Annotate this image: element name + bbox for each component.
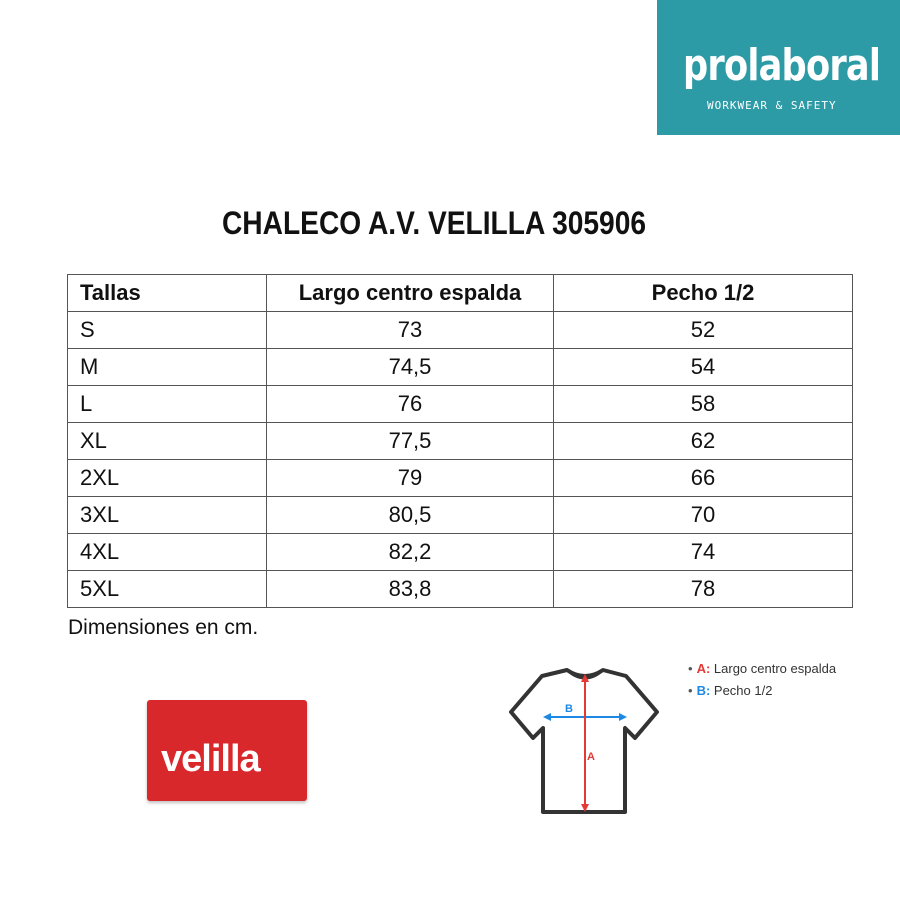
marker-b: B xyxy=(565,703,573,715)
largo-cell: 80,5 xyxy=(267,497,554,534)
bullet-icon: • xyxy=(688,683,693,698)
largo-cell: 74,5 xyxy=(267,349,554,386)
prolaboral-logo xyxy=(657,0,900,135)
bullet-icon: • xyxy=(688,661,693,676)
velilla-logo xyxy=(147,700,307,801)
dimensions-note: Dimensiones en cm. xyxy=(68,616,259,639)
legend-key-b: B: xyxy=(696,683,711,698)
size-cell: 4XL xyxy=(68,534,267,571)
pecho-cell: 74 xyxy=(554,534,853,571)
legend-key-a: A: xyxy=(696,661,711,676)
table-row xyxy=(68,460,853,497)
largo-cell: 73 xyxy=(267,312,554,349)
largo-cell: 76 xyxy=(267,386,554,423)
size-cell: 3XL xyxy=(68,497,267,534)
diagram-legend xyxy=(688,658,836,702)
largo-cell: 83,8 xyxy=(267,571,554,608)
prolaboral-logo-name: prolaboral xyxy=(683,40,881,91)
largo-cell: 82,2 xyxy=(267,534,554,571)
pecho-cell: 54 xyxy=(554,349,853,386)
page-title: CHALECO A.V. VELILLA 305906 xyxy=(221,205,647,241)
size-cell: 5XL xyxy=(68,571,267,608)
table-header-row xyxy=(68,275,853,312)
pecho-cell: 78 xyxy=(554,571,853,608)
column-header-pecho: Pecho 1/2 xyxy=(554,275,853,312)
legend-label-b: Pecho 1/2 xyxy=(713,683,773,698)
table-row xyxy=(68,349,853,386)
table-row xyxy=(68,534,853,571)
table-row xyxy=(68,312,853,349)
largo-cell: 77,5 xyxy=(267,423,554,460)
size-cell: XL xyxy=(68,423,267,460)
pecho-cell: 58 xyxy=(554,386,853,423)
pecho-cell: 52 xyxy=(554,312,853,349)
pecho-cell: 62 xyxy=(554,423,853,460)
size-cell: L xyxy=(68,386,267,423)
legend-item-a xyxy=(688,658,836,680)
tshirt-diagram-icon xyxy=(505,660,665,820)
column-header-tallas: Tallas xyxy=(68,275,267,312)
largo-cell: 79 xyxy=(267,460,554,497)
legend-label-a: Largo centro espalda xyxy=(713,661,837,676)
column-header-largo: Largo centro espalda xyxy=(267,275,554,312)
table-row xyxy=(68,571,853,608)
marker-a: A xyxy=(587,751,595,763)
table-row xyxy=(68,423,853,460)
size-cell: M xyxy=(68,349,267,386)
pecho-cell: 66 xyxy=(554,460,853,497)
size-table xyxy=(67,274,853,608)
size-cell: 2XL xyxy=(68,460,267,497)
table-row xyxy=(68,497,853,534)
pecho-cell: 70 xyxy=(554,497,853,534)
table-row xyxy=(68,386,853,423)
prolaboral-logo-tagline: WORKWEAR & SAFETY xyxy=(707,99,837,112)
velilla-logo-name: velilla xyxy=(161,738,260,780)
size-cell: S xyxy=(68,312,267,349)
legend-item-b xyxy=(688,680,836,702)
